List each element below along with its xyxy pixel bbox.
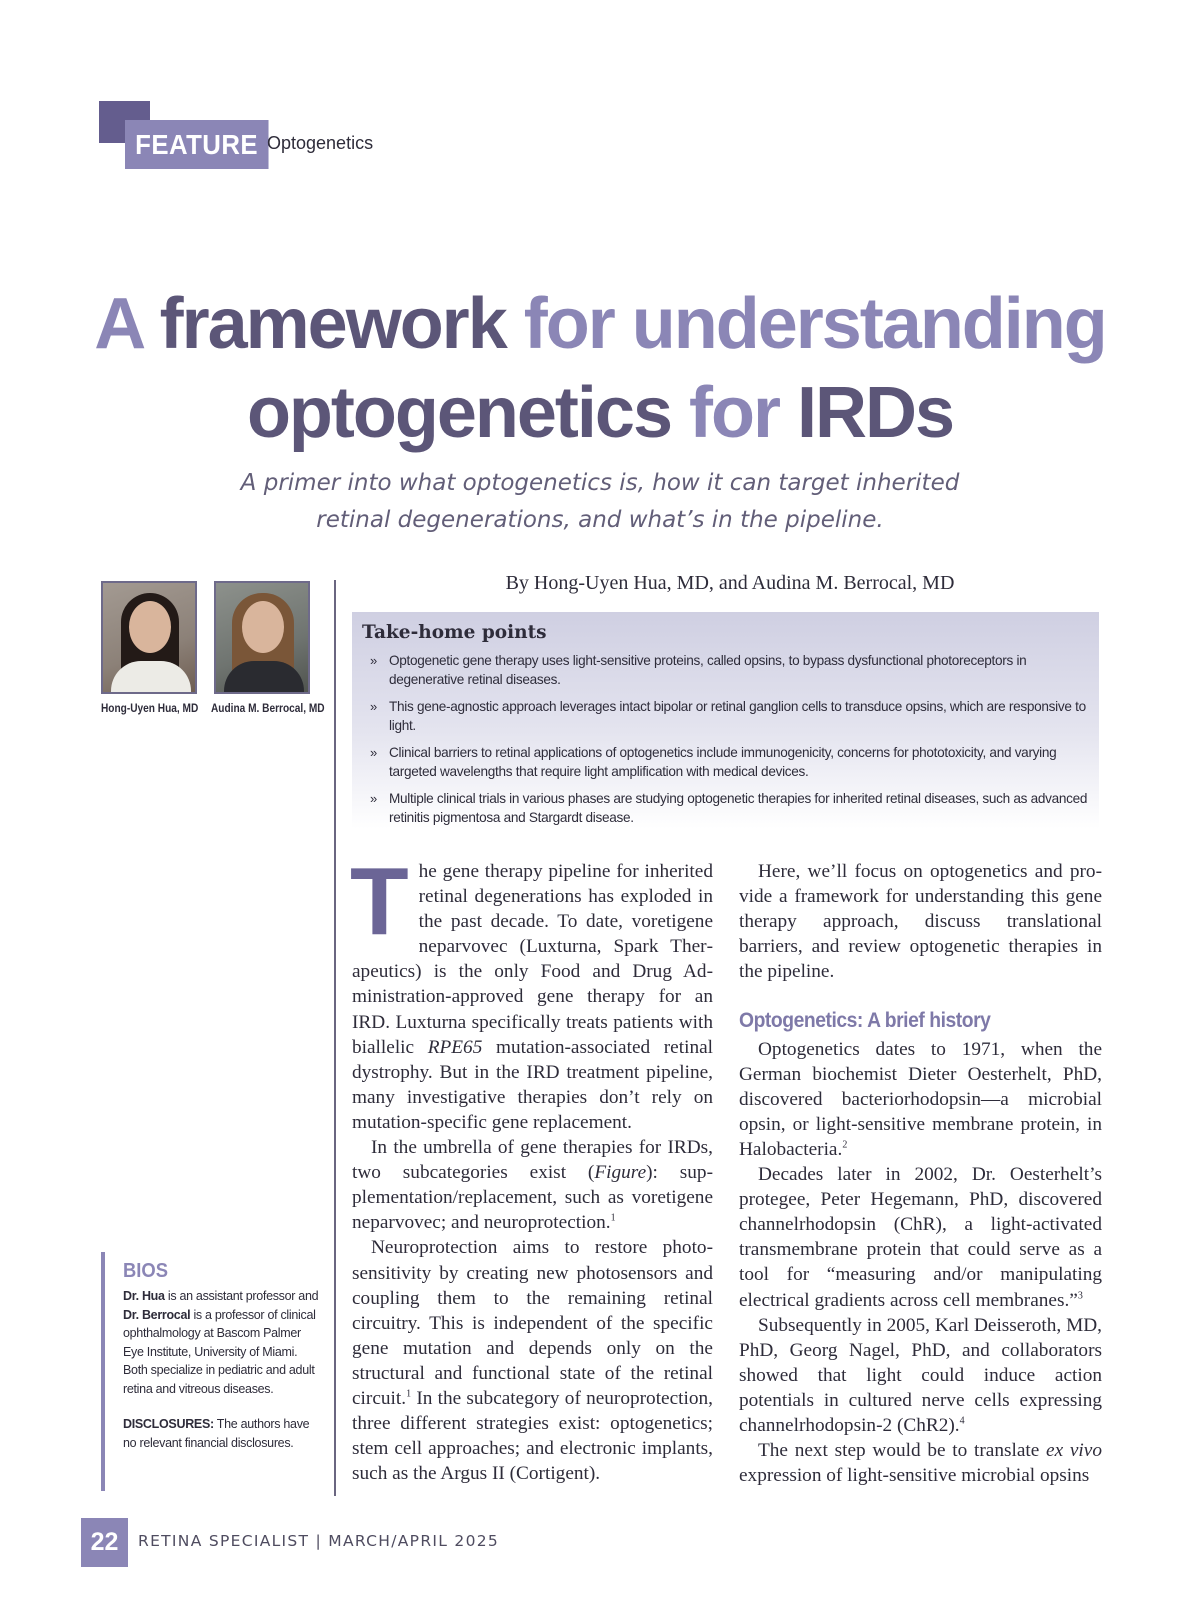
article-headline xyxy=(0,280,1200,458)
takehome-title: Take-home points xyxy=(362,622,547,643)
reference-number: 1 xyxy=(406,1388,412,1400)
section-topic: Optogenetics xyxy=(267,133,374,153)
list-item: » Multiple clinical trials in various phases are studying optogenetic therapies for inherited retinal diseases, such as advanced retinitis pigmentosa and Stargardt disease. xyxy=(370,791,1088,825)
body-paragraph: Optogenetics dates to 1971, when the German biochemist Dieter Oesterhelt, PhD, discovered bacteriorhodopsin—a microbial opsin, or light-sensitive membrane protein, in Halobacteria.$^2$ xyxy=(739,1038,1102,1160)
author-photo-berrocal xyxy=(214,581,310,694)
list-item: » Clinical barriers to retinal applications of optogenetics include immunogenicity, concerns for phototoxicity, and varying targeted wavelengths that require light amplification with medical devices. xyxy=(370,745,1057,779)
headline-word: A xyxy=(94,284,142,364)
bios-box xyxy=(101,1252,319,1491)
reference-number: 4 xyxy=(959,1415,965,1427)
bios-text: Dr. Hua is an assistant professor and Dr. Berrocal is a professor of clinical ophthalmology at Bascom Palmer Eye Institute, University of Miami. Both specialize in pediatric and adult retina and vitreous diseases. xyxy=(123,1289,319,1396)
reference-number: 1 xyxy=(610,1212,616,1224)
page-number: 22 xyxy=(81,1518,128,1567)
reference-number: 3 xyxy=(1077,1290,1083,1302)
body-paragraph: Here, we’ll focus on optogenetics and provide a framework for understanding this gene therapy approach, discuss translational barriers, and review optogenetic therapies in the pipeline. xyxy=(739,861,1102,983)
body-column-right xyxy=(739,859,1102,1488)
list-item: » Optogenetic gene therapy uses light-sensitive proteins, called opsins, to bypass dysfunctional photoreceptors in degenerative retinal diseases. xyxy=(370,653,1027,687)
bullet-icon: » xyxy=(370,653,377,668)
takehome-box xyxy=(352,612,1099,829)
bullet-icon: » xyxy=(370,699,377,714)
body-column-left xyxy=(350,848,714,1486)
article-dek xyxy=(0,465,1200,539)
body-paragraph: The next step would be to translate ex vivo expression of light-sensitive microbial opsins xyxy=(739,1440,1102,1487)
headline-word: framework xyxy=(159,284,506,364)
body-paragraph: Subsequently in 2005, Karl Deisseroth, MD, PhD, Georg Nagel, PhD, and collaborators showed that light could induce action potentials in cultured nerve cells expressing channelrhodopsin-2 (ChR2).$^4$ xyxy=(739,1314,1102,1436)
headline-word: for understanding xyxy=(523,284,1106,364)
body-paragraph: Neuroprotection aims to restore photosensitivity by creating new photosensors and coupling them to the remaining retinal circuitry. This is independent of the specific gene mutation and depends only on the structural and functional state of the retinal circuit.$^1$ In the subcategory of neuroprotection, three different strategies exist: optogenetics; stem cell approaches; and electronic implants, such as the Argus II (Cortigent). xyxy=(352,1237,713,1485)
headline-word: optogenetics xyxy=(246,373,671,453)
drop-cap: T xyxy=(350,848,409,955)
section-subhead: Optogenetics: A brief history xyxy=(739,1009,991,1033)
reference-number: 2 xyxy=(842,1139,848,1151)
author-caption: Audina M. Berrocal, MD xyxy=(211,703,325,715)
dek-line: retinal degenerations, and what’s in the pipeline. xyxy=(316,507,884,533)
bullet-icon: » xyxy=(370,791,377,806)
disclosures-text: DISCLOSURES: The authors have no relevant financial disclosures. xyxy=(123,1417,310,1450)
bullet-icon: » xyxy=(370,745,377,760)
body-paragraph: In the umbrella of gene therapies for IRDs, two subcategories exist (Figure): supplementation/replacement, such as voretigene neparvovec; and neuroprotection.$^1$ xyxy=(352,1137,713,1234)
byline: By Hong-Uyen Hua, MD, and Audina M. Berrocal, MD xyxy=(505,572,955,594)
headline-word: for xyxy=(689,373,779,453)
footer-publication: RETINA SPECIALIST | MARCH/APRIL 2025 xyxy=(138,1532,500,1550)
section-tag xyxy=(99,101,374,171)
takehome-list xyxy=(362,652,1089,827)
dek-line: A primer into what optogenetics is, how it can target inherited xyxy=(240,470,960,496)
headline-word: IRDs xyxy=(797,373,954,453)
author-photo-hua xyxy=(101,581,197,694)
section-label: FEATURE xyxy=(125,120,268,169)
author-caption: Hong-Uyen Hua, MD xyxy=(101,703,199,715)
list-item: » This gene-agnostic approach leverages intact bipolar or retinal ganglion cells to transduce opsins, which are responsive to light. xyxy=(370,699,1086,733)
body-paragraph: The gene therapy pipeline for inherited retinal degenerations has exploded in the past decade. To date, voretigene neparvovec (Luxturna, Spark Therapeutics) is the only Food and Drug Administration-approved gene therapy for an IRD. Luxturna specifically treats patients with biallelic RPE65 mutation-associated retinal dystrophy. But in the IRD treatment pipeline, many investigative therapies don’t rely on mutation-specific gene replacement. xyxy=(350,848,714,1133)
bios-title: BIOS xyxy=(123,1260,168,1282)
column-divider xyxy=(334,580,336,1496)
body-paragraph: Decades later in 2002, Dr. Oesterhelt’s protegee, Peter Hegemann, PhD, discovered channelrhodopsin (ChR), a light-activated transmembrane protein that could serve as a tool for “measuring and/or manipulating electrical gradients across cell membranes.”$^3$ xyxy=(739,1164,1102,1311)
